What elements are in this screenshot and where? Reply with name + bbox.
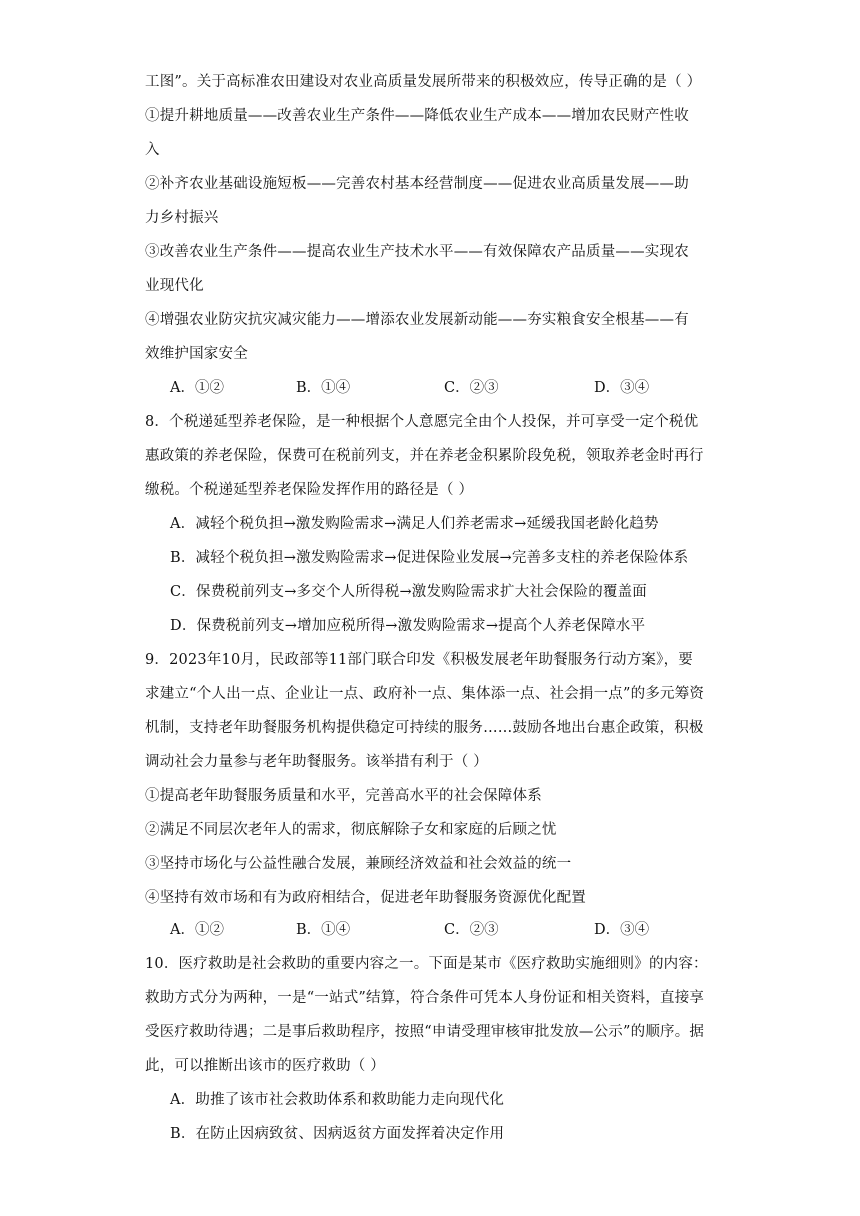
q9-item-4: ④坚持有效市场和有为政府相结合，促进老年助餐服务资源优化配置 — [145, 890, 586, 906]
q8-stem-line-3: 缴税。个税递延型养老保险发挥作用的路径是（ ） — [145, 482, 474, 498]
q9-stem-line-2: 求建立“个人出一点、企业让一点、政府补一点、集体添一点、社会捐一点”的多元筹资 — [145, 686, 705, 702]
q7-item-2-cont: 力乡村振兴 — [145, 210, 219, 226]
q9-option-a: A．①② — [170, 922, 224, 938]
q7-option-a: A．①② — [170, 380, 224, 396]
q10-option-a: A．助推了该市社会救助体系和救助能力走向现代化 — [170, 1092, 505, 1108]
q9-option-c: C．②③ — [444, 922, 499, 938]
q7-option-b: B．①④ — [296, 380, 351, 396]
q8-option-d: D．保费税前列支→增加应税所得→激发购险需求→提高个人养老保障水平 — [170, 618, 646, 634]
q10-stem-line-3: 受医疗救助待遇；二是事后救助程序，按照“申请受理审核审批发放—公示”的顺序。据 — [145, 1024, 705, 1040]
q7-item-4: ④增强农业防灾抗灾减灾能力——增添农业发展新动能——夯实粮食安全根基——有 — [145, 312, 689, 328]
q7-option-c: C．②③ — [444, 380, 499, 396]
q8-option-c: C．保费税前列支→多交个人所得税→激发购险需求扩大社会保险的覆盖面 — [170, 584, 647, 600]
q7-stem: 工图”。关于高标准农田建设对农业高质量发展所带来的积极效应，传导正确的是（ ） — [145, 74, 702, 90]
q9-stem-line-1: 9．2023年10月，民政部等11部门联合印发《积极发展老年助餐服务行动方案》，要 — [145, 652, 693, 668]
q7-item-1-cont: 入 — [145, 142, 160, 158]
q7-item-1: ①提升耕地质量——改善农业生产条件——降低农业生产成本——增加农民财产性收 — [145, 108, 689, 124]
q10-stem-line-4: 此，可以推断出该市的医疗救助（ ） — [145, 1058, 386, 1074]
q9-option-d: D．③④ — [594, 922, 650, 938]
q10-option-b: B．在防止因病致贫、因病返贫方面发挥着决定作用 — [170, 1126, 505, 1142]
q10-stem-line-1: 10．医疗救助是社会救助的重要内容之一。下面是某市《医疗救助实施细则》的内容： — [145, 956, 708, 972]
q7-option-d: D．③④ — [594, 380, 650, 396]
q8-option-b: B．减轻个税负担→激发购险需求→促进保险业发展→完善多支柱的养老保险体系 — [170, 550, 689, 566]
q10-stem-line-2: 救助方式分为两种，一是“一站式”结算，符合条件可凭本人身份证和相关资料，直接享 — [145, 990, 705, 1006]
q9-item-3: ③坚持市场化与公益性融合发展，兼顾经济效益和社会效益的统一 — [145, 856, 572, 872]
q9-stem-line-4: 调动社会力量参与老年助餐服务。该举措有利于（ ） — [145, 754, 488, 770]
q7-item-3-cont: 业现代化 — [145, 278, 204, 294]
q9-option-b: B．①④ — [296, 922, 351, 938]
q8-option-a: A．减轻个税负担→激发购险需求→满足人们养老需求→延缓我国老龄化趋势 — [170, 516, 659, 532]
q9-stem-line-3: 机制，支持老年助餐服务机构提供稳定可持续的服务……鼓励各地出台惠企政策，积极 — [145, 720, 704, 736]
q9-item-2: ②满足不同层次老年人的需求，彻底解除子女和家庭的后顾之忧 — [145, 822, 557, 838]
q8-stem-line-1: 8．个税递延型养老保险，是一种根据个人意愿完全由个人投保，并可享受一定个税优 — [145, 414, 699, 430]
q8-stem-line-2: 惠政策的养老保险，保费可在税前列支，并在养老金积累阶段免税，领取养老金时再行 — [145, 448, 704, 464]
q7-item-3: ③改善农业生产条件——提高农业生产技术水平——有效保障农产品质量——实现农 — [145, 244, 689, 260]
q7-item-2: ②补齐农业基础设施短板——完善农村基本经营制度——促进农业高质量发展——助 — [145, 176, 689, 192]
q9-item-1: ①提高老年助餐服务质量和水平，完善高水平的社会保障体系 — [145, 788, 542, 804]
q7-item-4-cont: 效维护国家安全 — [145, 346, 248, 362]
